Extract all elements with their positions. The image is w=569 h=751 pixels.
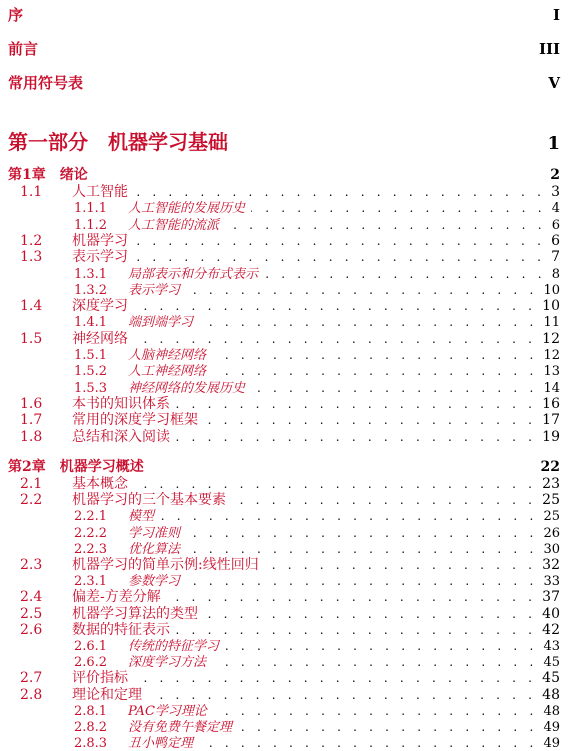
entry-page: 12 (542, 330, 560, 347)
dot-leader (212, 655, 537, 668)
entry-title[interactable]: 学习准则 (128, 525, 181, 541)
entry-page: 3 (551, 184, 560, 200)
entry-page: 48 (543, 703, 560, 719)
dot-leader (176, 430, 536, 444)
entry-page: 16 (542, 395, 560, 412)
entry-title[interactable]: 人工神经网络 (128, 364, 207, 380)
entry-title[interactable]: 人工智能的流派 (128, 217, 220, 233)
entry-number[interactable]: 1.4 (20, 298, 43, 315)
entry-page: 14 (543, 380, 560, 396)
entry-page: 37 (542, 589, 560, 606)
entry-page: V (548, 74, 560, 92)
entry-page: 10 (542, 298, 560, 315)
entry-page: 13 (543, 364, 560, 380)
entry-title[interactable]: PAC学习理论 (128, 703, 207, 719)
entry-page: 49 (543, 720, 560, 735)
entry-number[interactable]: 1.3.1 (74, 266, 108, 282)
dot-leader (212, 348, 537, 361)
chapter-title[interactable]: 第2章 机器学习概述 (8, 459, 144, 475)
entry-page: 19 (542, 428, 560, 445)
entry-title[interactable]: 评价指标 (72, 670, 128, 687)
entry-number[interactable]: 2.8 (20, 686, 43, 703)
entry-title[interactable]: 模型 (128, 509, 155, 525)
entry-title[interactable]: 总结和深入阅读 (72, 428, 170, 445)
entry-page: 30 (543, 541, 560, 557)
entry-number[interactable]: 2.8.3 (74, 736, 108, 751)
entry-number[interactable]: 2.1 (20, 476, 43, 492)
entry-number[interactable]: 1.5.2 (74, 364, 108, 380)
entry-title[interactable]: 传统的特征学习 (128, 639, 220, 654)
entry-number[interactable]: 1.8 (20, 428, 43, 445)
dot-leader (213, 704, 538, 717)
entry-title[interactable]: 优化算法 (128, 541, 181, 557)
entry-page: 10 (543, 282, 560, 298)
dot-leader (251, 381, 537, 394)
dot-leader (160, 509, 537, 522)
dot-leader (225, 639, 537, 652)
part-page: 1 (547, 133, 560, 154)
entry-number[interactable]: 1.5 (20, 330, 43, 347)
entry-number[interactable]: 2.3.1 (74, 574, 108, 590)
dot-leader (199, 736, 537, 749)
entry-page: 48 (542, 686, 560, 703)
entry-title[interactable]: 常用符号表 (8, 74, 84, 92)
entry-number[interactable]: 1.6 (20, 395, 43, 412)
entry-title[interactable]: 机器学习的简单示例:线性回归 (72, 557, 259, 573)
entry-title[interactable]: 局部表示和分布式表示 (128, 266, 259, 282)
toc-entry-1-8[interactable] (0, 426, 560, 446)
toc-entry-part-1[interactable] (0, 126, 560, 155)
toc-entry-foreword[interactable] (0, 38, 560, 59)
entry-title[interactable]: 丑小鸭定理 (128, 736, 194, 751)
entry-title[interactable]: 参数学习 (128, 574, 181, 590)
entry-number[interactable]: 2.2.1 (74, 509, 108, 525)
entry-title[interactable]: 没有免费午餐定理 (128, 720, 233, 735)
chapter-page: 2 (550, 167, 560, 183)
entry-title[interactable]: 本书的知识体系 (72, 395, 170, 412)
entry-page: 45 (543, 655, 560, 671)
entry-page: 7 (551, 249, 560, 266)
entry-number[interactable]: 2.8.1 (74, 703, 108, 719)
entry-page: III (538, 40, 560, 58)
entry-number[interactable]: 2.6.1 (74, 639, 108, 654)
dot-leader (186, 283, 537, 296)
entry-title[interactable]: 前言 (8, 40, 39, 58)
entry-number[interactable]: 2.3 (20, 557, 43, 573)
entry-title[interactable]: 人工智能 (72, 184, 128, 200)
chapter-title[interactable]: 第1章 绪论 (8, 167, 88, 183)
dot-leader (186, 574, 537, 587)
entry-number[interactable]: 2.5 (20, 605, 43, 622)
entry-page: 12 (543, 348, 560, 363)
entry-page: 33 (543, 574, 560, 590)
entry-number[interactable]: 2.6.2 (74, 655, 108, 671)
dot-leader (225, 218, 546, 231)
entry-title[interactable]: 人脑神经网络 (128, 348, 207, 363)
entry-number[interactable]: 1.3 (20, 249, 43, 266)
entry-page: 26 (543, 525, 560, 541)
entry-title[interactable]: 机器学习算法的类型 (72, 605, 198, 622)
entry-title[interactable]: 理论和定理 (72, 686, 142, 703)
entry-number[interactable]: 1.5.1 (74, 348, 108, 363)
toc-entry-symbols[interactable] (0, 72, 560, 93)
entry-page: I (552, 6, 560, 24)
part-title[interactable]: 第一部分 机器学习基础 (8, 130, 228, 154)
entry-page: 4 (551, 201, 560, 217)
entry-title[interactable]: 深度学习 (72, 298, 128, 315)
entry-page: 11 (543, 315, 560, 331)
entry-page: 17 (542, 412, 560, 429)
entry-number[interactable]: 1.7 (20, 412, 43, 429)
dot-leader (199, 315, 537, 328)
dot-leader (186, 542, 537, 555)
entry-number[interactable]: 1.4.1 (74, 315, 108, 331)
entry-title[interactable]: 序 (8, 6, 24, 24)
entry-page: 40 (542, 605, 560, 622)
dot-leader (186, 526, 537, 539)
entry-page: 43 (543, 639, 560, 654)
entry-page: 25 (542, 492, 560, 509)
entry-title[interactable]: 基本概念 (72, 476, 128, 492)
entry-title[interactable]: 机器学习 (72, 232, 128, 249)
entry-number[interactable]: 2.4 (20, 589, 43, 606)
entry-page: 6 (551, 217, 560, 233)
entry-number[interactable]: 1.2 (20, 232, 43, 249)
toc-entry-preface-xu[interactable] (0, 4, 560, 25)
entry-page: 32 (542, 557, 560, 573)
entry-page: 25 (543, 509, 560, 525)
entry-page: 23 (542, 476, 560, 492)
entry-number[interactable]: 2.8.2 (74, 720, 108, 735)
entry-title[interactable]: 数据的特征表示 (72, 621, 170, 638)
entry-title[interactable]: 神经网络的发展历史 (128, 380, 246, 396)
entry-number[interactable]: 1.1.1 (74, 201, 108, 217)
entry-number[interactable]: 2.2.2 (74, 525, 108, 541)
entry-title[interactable]: 常用的深度学习框架 (72, 412, 198, 429)
entry-number[interactable]: 2.2 (20, 492, 43, 509)
entry-number[interactable]: 1.3.2 (74, 282, 108, 298)
dot-leader (251, 201, 546, 214)
entry-title[interactable]: 机器学习的三个基本要素 (72, 492, 226, 509)
chapter-page: 22 (540, 459, 560, 475)
entry-title[interactable]: 表示学习 (72, 249, 128, 266)
entry-title[interactable]: 深度学习方法 (128, 655, 207, 671)
entry-page: 45 (542, 670, 560, 687)
entry-title[interactable]: 端到端学习 (128, 315, 194, 331)
entry-title[interactable]: 表示学习 (128, 282, 181, 298)
dot-leader (238, 720, 537, 733)
entry-title[interactable]: 偏差-方差分解 (72, 589, 161, 606)
entry-title[interactable]: 人工智能的发展历史 (128, 201, 246, 217)
dot-leader (212, 364, 537, 377)
entry-page: 49 (543, 736, 560, 751)
entry-number[interactable]: 1.1.2 (74, 217, 108, 233)
entry-number[interactable]: 2.7 (20, 670, 43, 687)
dot-leader (264, 267, 546, 280)
entry-page: 6 (551, 232, 560, 249)
entry-number[interactable]: 1.1 (20, 184, 43, 200)
entry-page: 8 (551, 266, 560, 282)
entry-number[interactable]: 2.2.3 (74, 541, 108, 557)
toc-entry-2-8-3[interactable] (0, 732, 560, 751)
entry-title[interactable]: 神经网络 (72, 330, 128, 347)
entry-page: 42 (542, 621, 560, 638)
entry-number[interactable]: 1.5.3 (74, 380, 108, 396)
entry-number[interactable]: 2.6 (20, 621, 43, 638)
